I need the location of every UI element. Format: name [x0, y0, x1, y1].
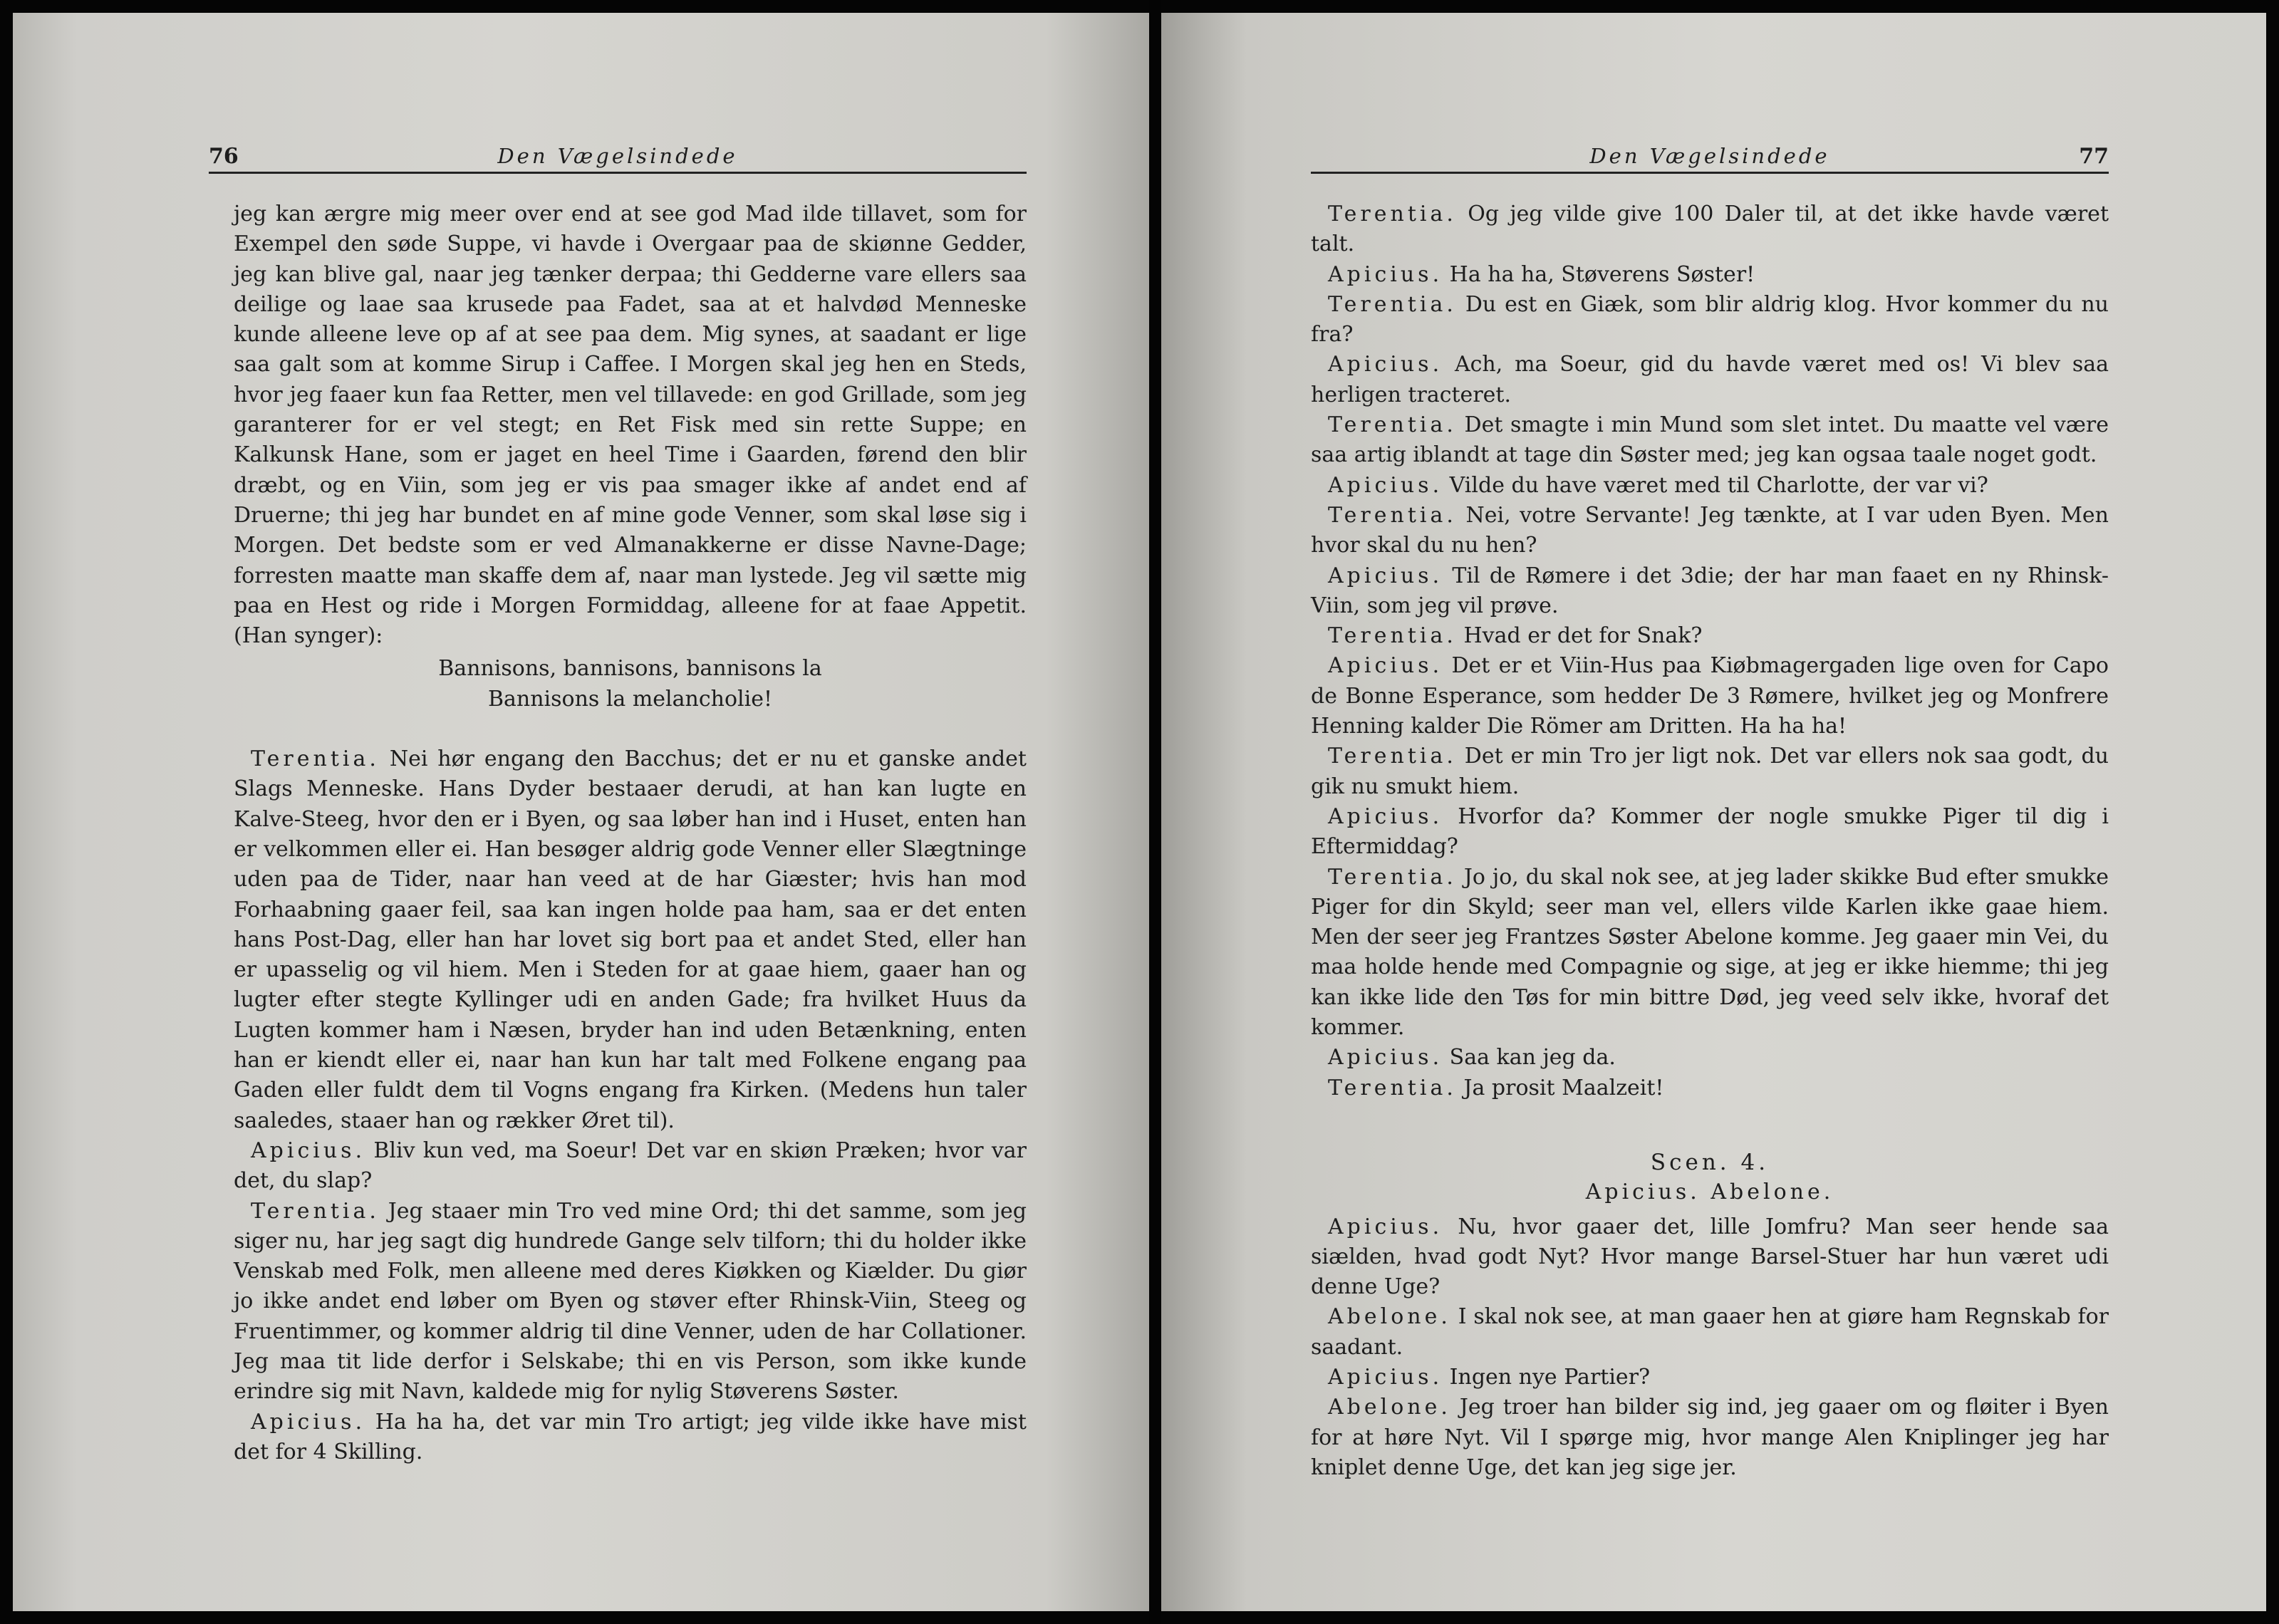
speaker-name: Apicius. [1328, 472, 1443, 498]
speech-text: Og jeg vilde give 100 Daler til, at det ikke havde været talt. [1311, 202, 2109, 257]
left-text-block [234, 199, 1027, 1467]
book-gutter [1149, 0, 1161, 1624]
speaker-name: Abelone. [1328, 1304, 1451, 1330]
speaker-name: Apicius. [1328, 563, 1443, 588]
speech-text: Hvad er det for Snak? [1463, 623, 1703, 649]
speaker-name: Apicius. [1328, 1214, 1443, 1239]
speaker-name: Terentia. [1328, 744, 1457, 769]
speech [1311, 290, 2109, 350]
speech [1311, 350, 2109, 410]
speaker-name: Abelone. [1328, 1395, 1451, 1420]
speech [1311, 1043, 2109, 1073]
speech [1311, 199, 2109, 260]
speech [234, 1197, 1027, 1407]
speech [1311, 1363, 2109, 1393]
speech-text: Nu, hvor gaaer det, lille Jomfru? Man seer hende saa siælden, hvad godt Nyt? Hvor mange Barsel-Stuer har hun været udi denne Uge? [1311, 1214, 2109, 1300]
spacer [234, 714, 1027, 744]
speech [1311, 260, 2109, 290]
speaker-name: Apicius. [251, 1409, 366, 1435]
speaker-name: Apicius. [1328, 1364, 1443, 1390]
verse-line: Bannisons la melancholie! [487, 686, 773, 712]
speech-text: Du est en Giæk, som blir aldrig klog. Hvor kommer du nu fra? [1311, 291, 2109, 348]
speech [234, 744, 1027, 1136]
speech [1311, 1073, 2109, 1103]
speech [1311, 471, 2109, 501]
speech-text: Saa kan jeg da. [1449, 1045, 1616, 1071]
scene-heading: Scen. 4. [1650, 1149, 1770, 1175]
verse-line: Bannisons, bannisons, bannisons la [438, 656, 822, 682]
speech-text: Ach, ma Soeur, gid du havde været med os! Vi blev saa herligen tracteret. [1311, 352, 2109, 407]
speaker-name: Terentia. [1328, 202, 1457, 227]
speech-text: Hvorfor da? Kommer der nogle smukke Piger til dig i Eftermiddag? [1311, 803, 2109, 860]
speech [1311, 651, 2109, 741]
speech-text: I skal nok see, at man gaaer hen at giøre ham Regnskab for saadant. [1311, 1304, 2109, 1360]
speech-text: Nei, votre Servante! Jeg tænkte, at I var uden Byen. Men hvor skal du nu hen? [1311, 502, 2109, 558]
speaker-name: Terentia. [251, 1198, 380, 1224]
left-running-head [209, 134, 1027, 174]
speech-text: Jo jo, du skal nok see, at jeg lader skikke Bud efter smukke Piger for din Skyld; seer man vel, ellers vilde Karlen ikke gaae hiem. Men der seer jeg Frantzes Søster Abelone komme. Jeg gaaer min Vei, du maa holde hende med Compagnie og sige, at jeg er ikke hiemme; thi jeg kan ikke lide den Tøs for min bittre Død, jeg veed selv ikke, hvoraf det kommer. [1311, 864, 2109, 1041]
speech [1311, 1302, 2109, 1363]
speech-text: Ja prosit Maalzeit! [1463, 1075, 1664, 1100]
speaker-name: Apicius. [1328, 803, 1443, 829]
running-title: Den Vægelsindede [497, 144, 738, 168]
speech [1311, 561, 2109, 622]
song-verse [234, 654, 1027, 714]
right-page [1161, 13, 2266, 1611]
page-number: 77 [2079, 144, 2109, 169]
speech-text: Ha ha ha, det var min Tro artigt; jeg vilde ikke have mist det for 4 Skilling. [234, 1409, 1027, 1464]
speech-text: Nei hør engang den Bacchus; det er nu et ganske andet Slags Menneske. Hans Dyder bestaaer derudi, at han kan lugte en Kalve-Steeg, hvor den er i Byen, og saa løber han ind i Huset, enten han er velkommen eller ei. Han besøger aldrig gode Venner eller Slægtninge uden paa de Tider, naar han veed at de har Giæster; hvis han mod Forhaabning gaaer feil, saa kan ingen holde paa ham, saa er det enten hans Post-Dag, eller han har lovet sig bort paa et andet Sted, eller han er upasselig og vil hiem. Men i Steden for at gaae hiem, gaaer han og lugter efter stegte Kyllinger udi en anden Gade; fra hvilket Huus da Lugten kommer ham i Næsen, bryder han ind uden Betænkning, enten han er kiendt eller ei, naar han kun har talt med Folkene engang paa Gaden eller fuldt dem til Vogns engang fra Kirken. (Medens hun taler saaledes, staaer han og rækker Øret til). [234, 746, 1027, 1133]
speaker-name: Apicius. [1328, 352, 1443, 378]
speaker-name: Apicius. [1328, 1045, 1443, 1071]
left-page [13, 13, 1149, 1611]
speech-text: Det er min Tro jer ligt nok. Det var ellers nok saa godt, du gik nu smukt hiem. [1311, 744, 2109, 799]
speech [1311, 1212, 2109, 1303]
speaker-name: Terentia. [1328, 864, 1457, 890]
speech [1311, 501, 2109, 561]
speech-text: Det er et Viin-Hus paa Kiøbmagergaden lige oven for Capo de Bonne Esperance, som hedder De 3 Rømere, hvilket jeg og Monfrere Henning kalder Die Römer am Dritten. Ha ha ha! [1311, 653, 2109, 739]
speech-text: Til de Rømere i det 3die; der har man faaet en ny Rhinsk-Viin, som jeg vil prøve. [1311, 563, 2109, 618]
speech [234, 1136, 1027, 1197]
right-running-head [1311, 134, 2109, 174]
speaker-name: Terentia. [1328, 291, 1457, 317]
speech-text: Jeg troer han bilder sig ind, jeg gaaer om og fløiter i Byen for at høre Nyt. Vil I spørge mig, hvor mange Alen Kniplinger jeg har kniplet denne Uge, det kan jeg sige jer. [1311, 1395, 2109, 1480]
speech [1311, 802, 2109, 863]
running-title: Den Vægelsindede [1589, 144, 1830, 168]
speaker-name: Apicius. [1328, 261, 1443, 287]
speech [1311, 863, 2109, 1043]
scene-characters: Apicius. Abelone. [1585, 1180, 1834, 1205]
speech-text: Ha ha ha, Støverens Søster! [1449, 261, 1755, 287]
speech [1311, 621, 2109, 651]
speech [1311, 741, 2109, 802]
speech-text: Ingen nye Partier? [1449, 1364, 1651, 1390]
speech-text: Vilde du have været med til Charlotte, der var vi? [1449, 472, 1988, 498]
right-text-block [1311, 199, 2109, 1483]
speaker-name: Terentia. [1328, 623, 1457, 649]
speaker-name: Terentia. [251, 746, 380, 772]
speech-text: Jeg staaer min Tro ved mine Ord; thi det samme, som jeg siger nu, har jeg sagt dig hundrede Gange selv tilforn; thi du holder ikke Venskab med Folk, men alleene med deres Kiøkken og Kiælder. Du giør jo ikke andet end løber om Byen og støver efter Rhinsk-Viin, Steeg og Fruentimmer, og kommer aldrig til dine Venner, uden de har Collationer. Jeg maa tit lide derfor i Selskabe; thi en vis Person, som ikke kunde erindre sig mit Navn, kaldede mig for nylig Støverens Søster. [234, 1198, 1027, 1405]
speaker-name: Apicius. [1328, 653, 1443, 679]
speaker-name: Apicius. [251, 1138, 366, 1163]
header-rule [1311, 172, 2109, 174]
speech-text: Bliv kun ved, ma Soeur! Det var en skiøn Præken; hvor var det, du slap? [234, 1138, 1027, 1194]
speech [234, 1407, 1027, 1468]
speaker-name: Terentia. [1328, 412, 1457, 438]
header-rule [209, 172, 1027, 174]
speech [1311, 410, 2109, 471]
speech-text: Det smagte i min Mund som slet intet. Du maatte vel være saa artig iblandt at tage din Søster med; jeg kan ogsaa taale noget godt. [1311, 412, 2109, 468]
speaker-name: Terentia. [1328, 502, 1457, 528]
speaker-name: Terentia. [1328, 1075, 1457, 1100]
page-number: 76 [209, 144, 239, 169]
speech [1311, 1393, 2109, 1483]
opening-paragraph: jeg kan ærgre mig meer over end at see god Mad ilde tillavet, som for Exempel den søde Suppe, vi havde i Overgaar paa de skiønne Gedder, jeg kan blive gal, naar jeg tænker derpaa; thi Gedderne vare ellers saa deilige og laae saa krusede paa Fadet, saa at et halvdød Menneske kunde alleene leve op af at see paa dem. Mig synes, at saadant er lige saa galt som at komme Sirup i Caffee. I Morgen skal jeg hen en Steds, hvor jeg faaer kun faa Retter, men vel tillavede: en god Grillade, som jeg garanterer for er vel stegt; en Ret Fisk med sin rette Suppe; en Kalkunsk Hane, som er jaget en heel Time i Gaarden, førend den blir dræbt, og en Viin, som jeg er vis paa smager ikke af andet end af Druerne; thi jeg har bundet en af mine gode Venner, som skal løse sig i Morgen. Det bedste som er ved Almanakkerne er disse Navne-Dage; forresten maatte man skaffe dem af, naar man lystede. Jeg vil sætte mig paa en Hest og ride i Morgen Formiddag, alleene for at faae Appetit. (Han synger): [234, 202, 1027, 649]
